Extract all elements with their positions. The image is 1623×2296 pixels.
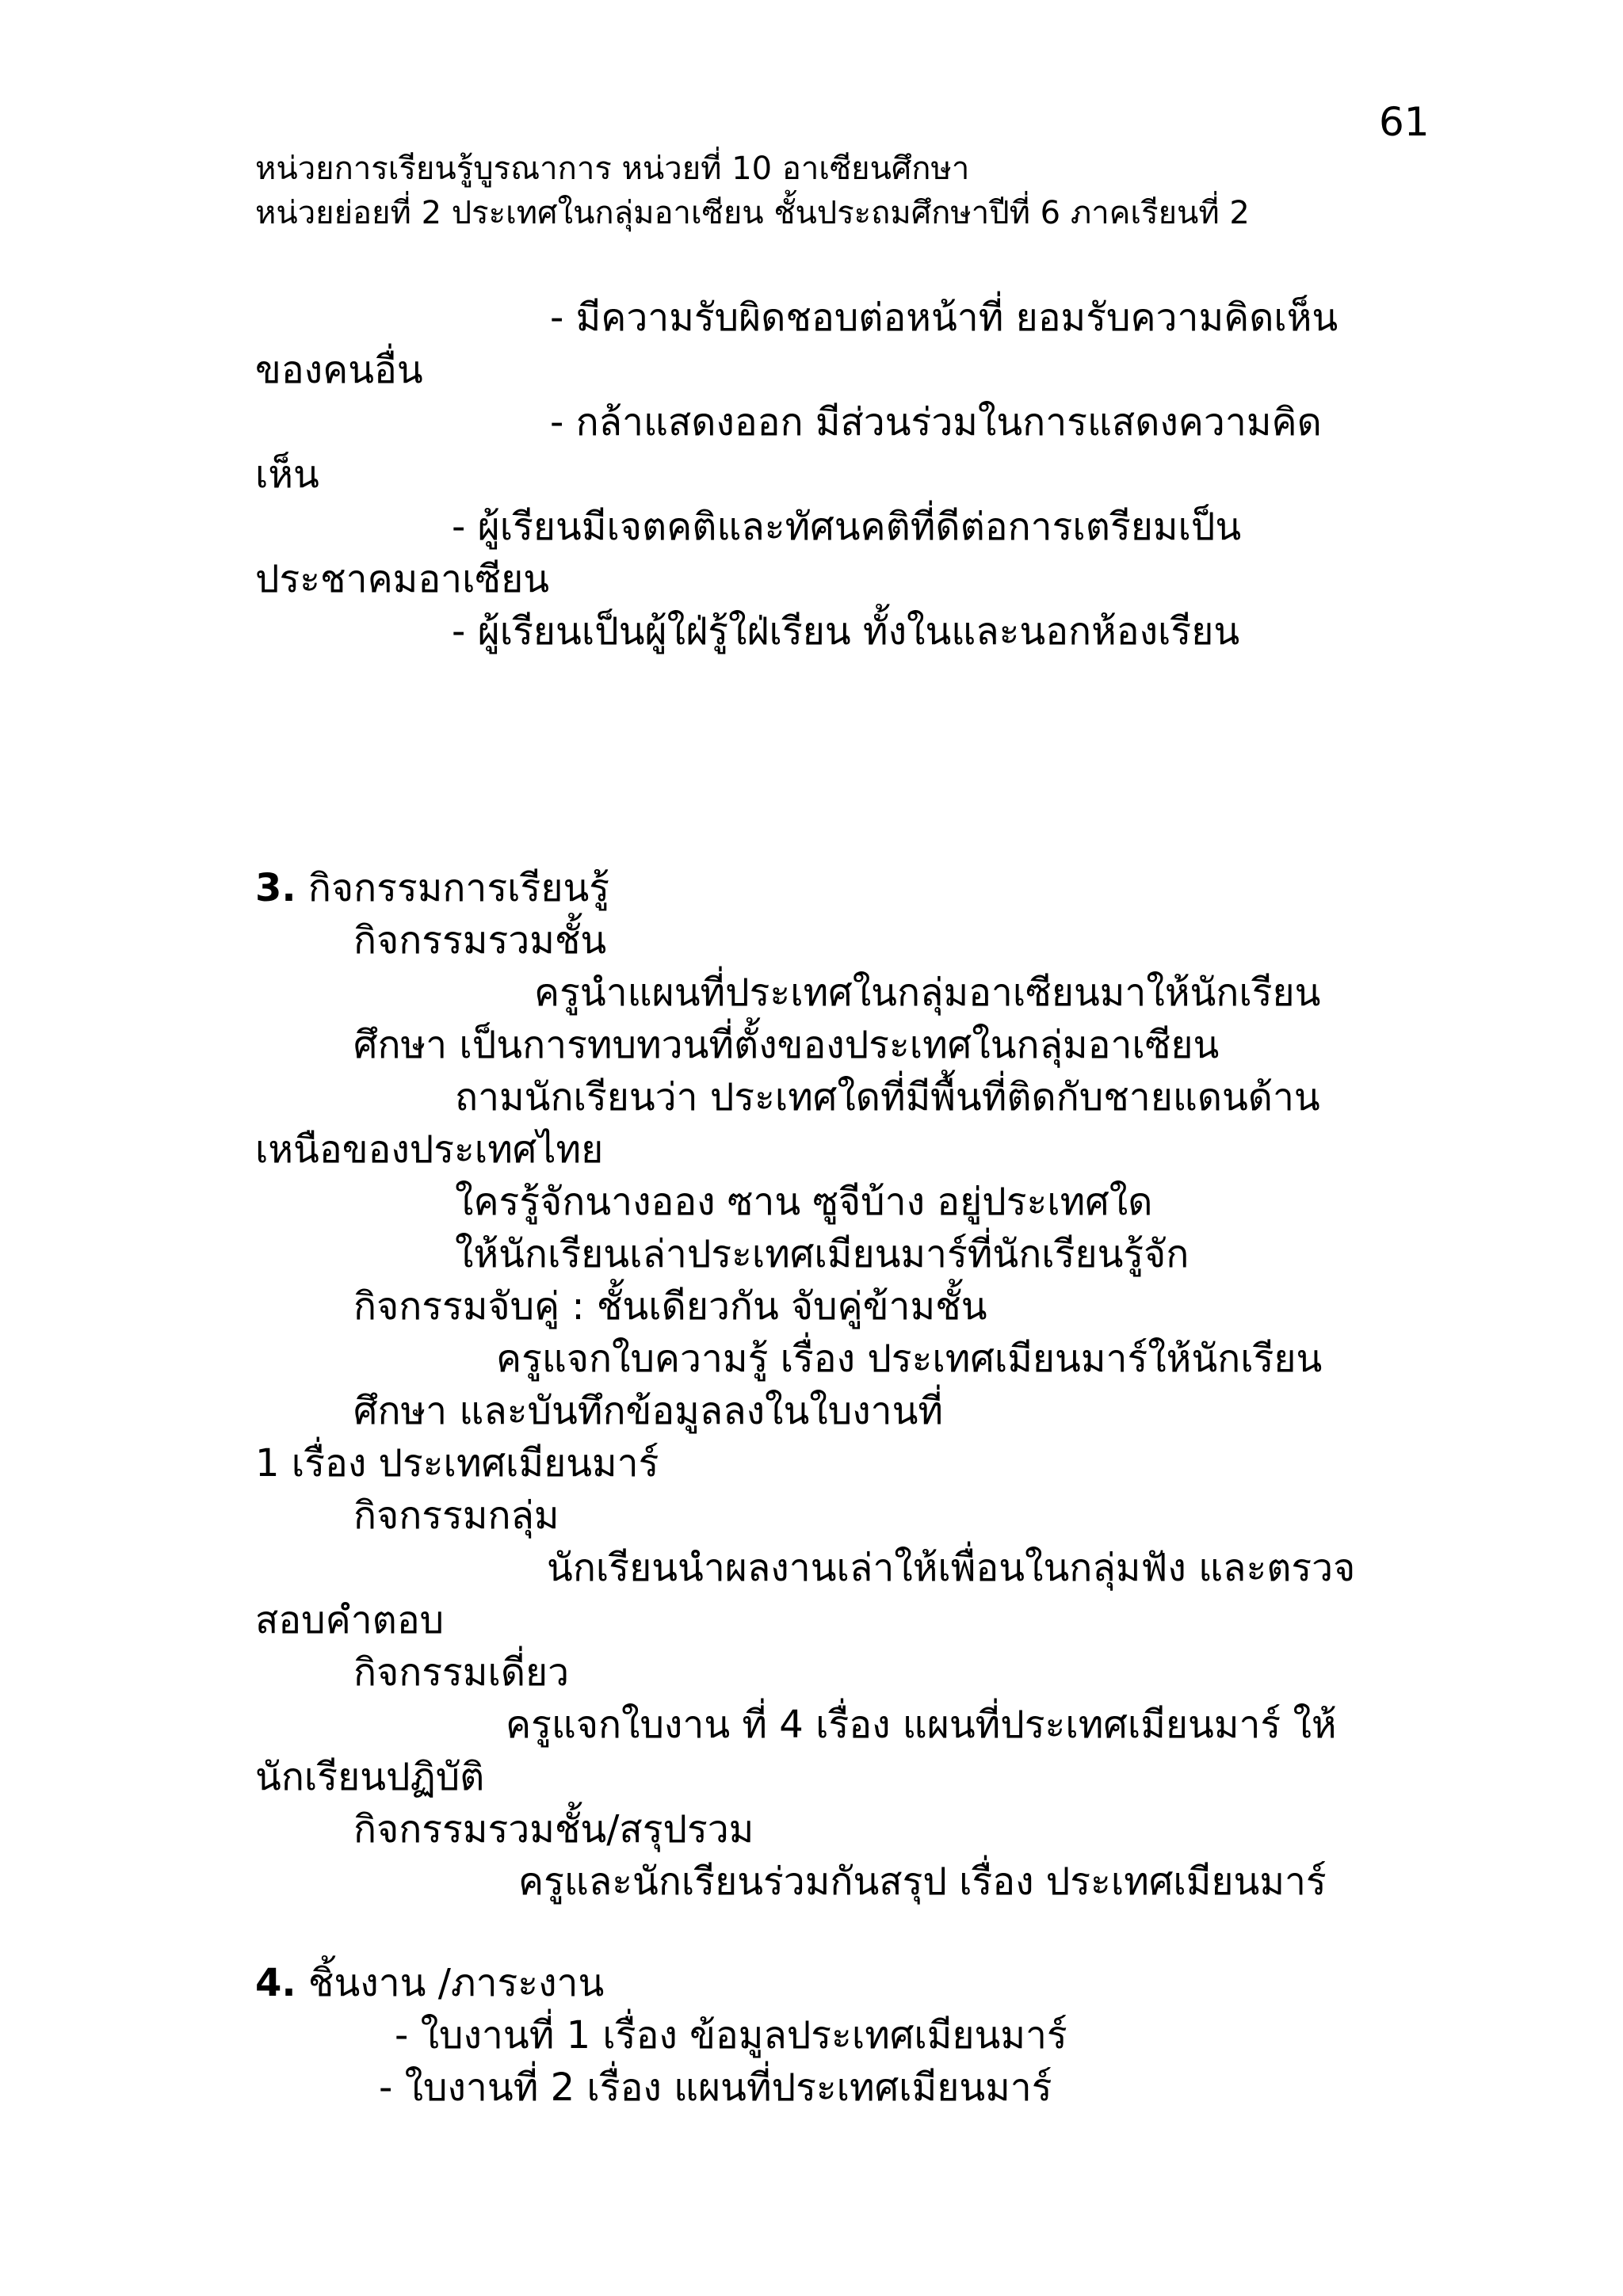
page-number: 61	[1379, 99, 1430, 145]
section-3-heading	[255, 867, 609, 910]
section-3-number: 3.	[255, 866, 296, 910]
whole-class-step-1-line-1: ครูนำแผนที่ประเทศในกลุ่มอาเซียนมาให้นักเรียน	[534, 971, 1321, 1015]
attribute-2-line-1: - กล้าแสดงออก มีส่วนร่วมในการแสดงความคิด	[550, 400, 1322, 444]
pair-step-1-line-1: ครูแจกใบความรู้ เรื่อง ประเทศเมียนมาร์ให้นักเรียน	[496, 1337, 1323, 1381]
whole-class-step-2-line-2: เหนือของประเทศไทย	[255, 1127, 604, 1172]
activity-summary-heading: กิจกรรมรวมชั้น/สรุปรวม	[353, 1807, 754, 1852]
activity-whole-class-heading: กิจกรรมรวมชั้น	[353, 918, 607, 963]
single-step-1-line-2: นักเรียนปฏิบัติ	[255, 1755, 485, 1799]
summary-step-1: ครูและนักเรียนร่วมกันสรุป เรื่อง ประเทศเมียนมาร์	[518, 1859, 1327, 1904]
attribute-3-line-2: ประชาคมอาเซียน	[255, 557, 550, 601]
section-3-title: กิจกรรมการเรียนรู้	[296, 866, 610, 910]
single-step-1-line-1: ครูแจกใบงาน ที่ 4 เรื่อง แผนที่ประเทศเมียนมาร์ ให้	[506, 1703, 1337, 1747]
header-line-1: หน่วยการเรียนรู้บูรณาการ หน่วยที่ 10 อาเซียนศึกษา	[255, 151, 970, 187]
activity-group-heading: กิจกรรมกลุ่ม	[353, 1493, 559, 1538]
activity-single-heading: กิจกรรมเดี่ยว	[353, 1650, 570, 1695]
section-4-number: 4.	[255, 1961, 296, 2005]
activity-pair-heading: กิจกรรมจับคู่ : ชั้นเดียวกัน จับคู่ข้ามชั้น	[353, 1284, 987, 1329]
group-step-1-line-2: สอบคำตอบ	[255, 1598, 445, 1642]
worksheet-item-1: - ใบงานที่ 1 เรื่อง ข้อมูลประเทศเมียนมาร์	[395, 2013, 1067, 2058]
worksheet-item-2: - ใบงานที่ 2 เรื่อง แผนที่ประเทศเมียนมาร์	[379, 2065, 1052, 2110]
attribute-3-line-1: - ผู้เรียนมีเจตคติและทัศนคติที่ดีต่อการเตรียมเป็น	[452, 505, 1242, 549]
header-line-2: หน่วยย่อยที่ 2 ประเทศในกลุ่มอาเซียน ชั้นประถมศึกษาปีที่ 6 ภาคเรียนที่ 2	[255, 195, 1250, 231]
attribute-1-line-1: - มีความรับผิดชอบต่อหน้าที่ ยอมรับความคิดเห็น	[550, 296, 1338, 340]
whole-class-step-2-line-1: ถามนักเรียนว่า ประเทศใดที่มีพื้นที่ติดกับชายแดนด้าน	[455, 1075, 1320, 1119]
attribute-2-line-2: เห็น	[255, 452, 319, 497]
section-4-title: ชิ้นงาน /ภาระงาน	[296, 1961, 605, 2005]
attribute-4: - ผู้เรียนเป็นผู้ใฝ่รู้ใฝ่เรียน ทั้งในและนอกห้องเรียน	[452, 609, 1240, 654]
whole-class-step-1-line-2: ศึกษา เป็นการทบทวนที่ตั้งของประเทศในกลุ่มอาเซียน	[353, 1023, 1220, 1067]
attribute-1-line-2: ของคนอื่น	[255, 348, 423, 392]
group-step-1-line-1: นักเรียนนำผลงานเล่าให้เพื่อนในกลุ่มฟัง และตรวจ	[547, 1546, 1356, 1590]
section-4-heading	[255, 1962, 604, 2005]
pair-step-1-line-3: 1 เรื่อง ประเทศเมียนมาร์	[255, 1441, 659, 1486]
pair-step-1-line-2: ศึกษา และบันทึกข้อมูลลงในใบงานที่	[353, 1389, 944, 1433]
whole-class-step-3: ใครรู้จักนางออง ซาน ซูจีบ้าง อยู่ประเทศใด	[455, 1180, 1153, 1224]
whole-class-step-4: ให้นักเรียนเล่าประเทศเมียนมาร์ที่นักเรียนรู้จัก	[455, 1232, 1190, 1276]
